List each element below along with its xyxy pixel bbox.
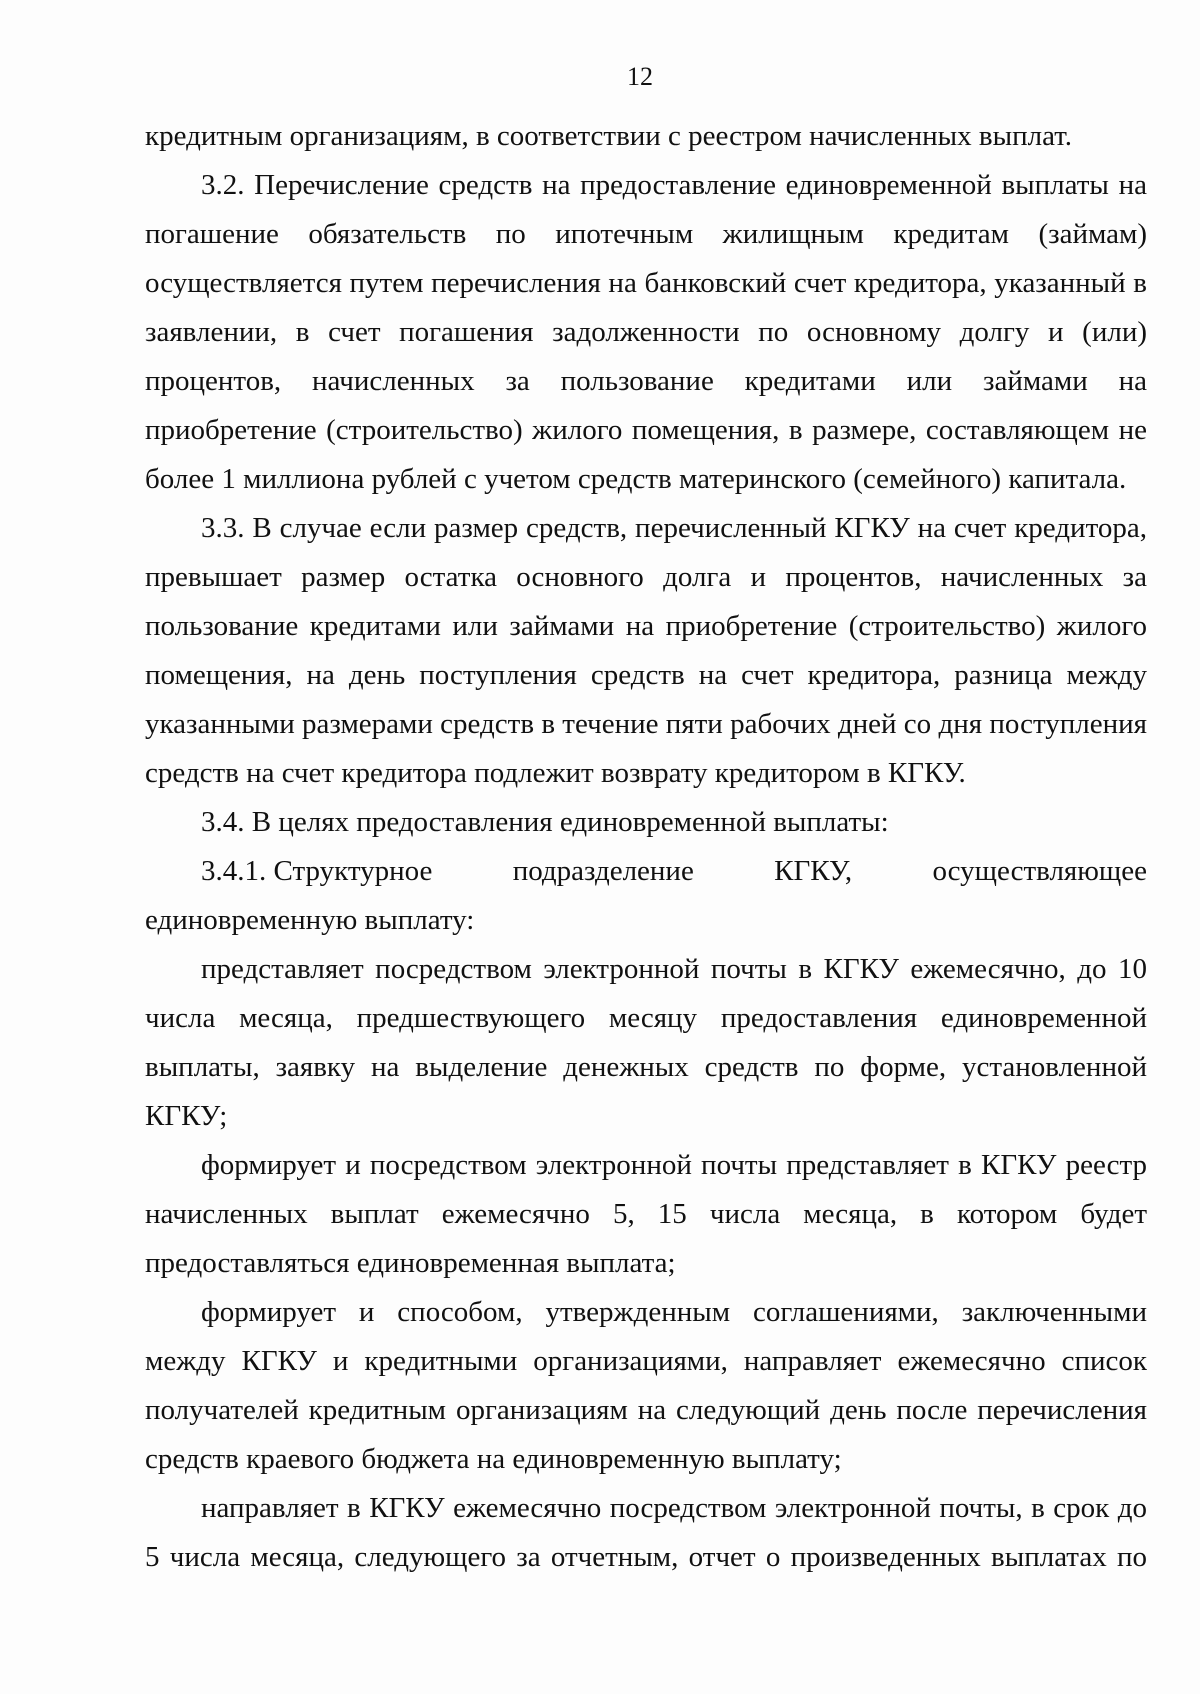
paragraph-duty-report: направляет в КГКУ ежемесячно посредством электронной почты, в срок до 5 числа месяца, следующего за отчетным, отчет о произведенных выплатах по [145, 1492, 1147, 1573]
clause-word: КГКУ, [774, 855, 853, 887]
clause-word: подразделение [512, 855, 694, 887]
paragraph-continuation: кредитным организациям, в соответствии с реестром начисленных выплат. [145, 120, 1072, 152]
paragraph-duty-registry: формирует и посредством электронной почты представляет в КГКУ реестр начисленных выплат ежемесячно 5, 15 числа месяца, в котором будет предоставляться единовременная выплата; [145, 1149, 1147, 1279]
clause-word: осуществляющее [932, 855, 1147, 887]
clause-number: 3.4.1. Структурное [201, 855, 433, 887]
paragraph-3-4-1-continuation: единовременную выплату: [145, 904, 475, 936]
paragraph-3-4-1 [145, 847, 1147, 945]
paragraph-3-2: 3.2. Перечисление средств на предоставление единовременной выплаты на погашение обязательств по ипотечным жилищным кредитам (займам) осуществляется путем перечисления на банковский счет кредитора, указанный в заявлении, в счет погашения задолженности по основному долгу и (или) процентов, начисленных за пользование кредитами или займами на приобретение (строительство) жилого помещения, в размере, составляющем не более 1 миллиона рублей с учетом средств материнского (семейного) капитала. [145, 169, 1147, 495]
document-body [145, 112, 1147, 1582]
paragraph-3-4: 3.4. В целях предоставления единовременной выплаты: [201, 806, 889, 838]
paragraph-3-4-1-first-line [145, 847, 1147, 896]
paragraph-duty-request: представляет посредством электронной почты в КГКУ ежемесячно, до 10 числа месяца, предшествующего месяцу предоставления единовременной выплаты, заявку на выделение денежных средств по форме, установленной КГКУ; [145, 953, 1147, 1132]
paragraph-3-3: 3.3. В случае если размер средств, перечисленный КГКУ на счет кредитора, превышает размер остатка основного долга и процентов, начисленных за пользование кредитами или займами на приобретение (строительство) жилого помещения, на день поступления средств на счет кредитора, разница между указанными размерами средств в течение пяти рабочих дней со дня поступления средств на счет кредитора подлежит возврату кредитором в КГКУ. [145, 512, 1147, 789]
paragraph-duty-recipients: формирует и способом, утвержденным соглашениями, заключенными между КГКУ и кредитными организациями, направляет ежемесячно список получателей кредитным организациям на следующий день после перечисления средств краевого бюджета на единовременную выплату; [145, 1296, 1147, 1475]
page-number: 12 [627, 62, 653, 91]
